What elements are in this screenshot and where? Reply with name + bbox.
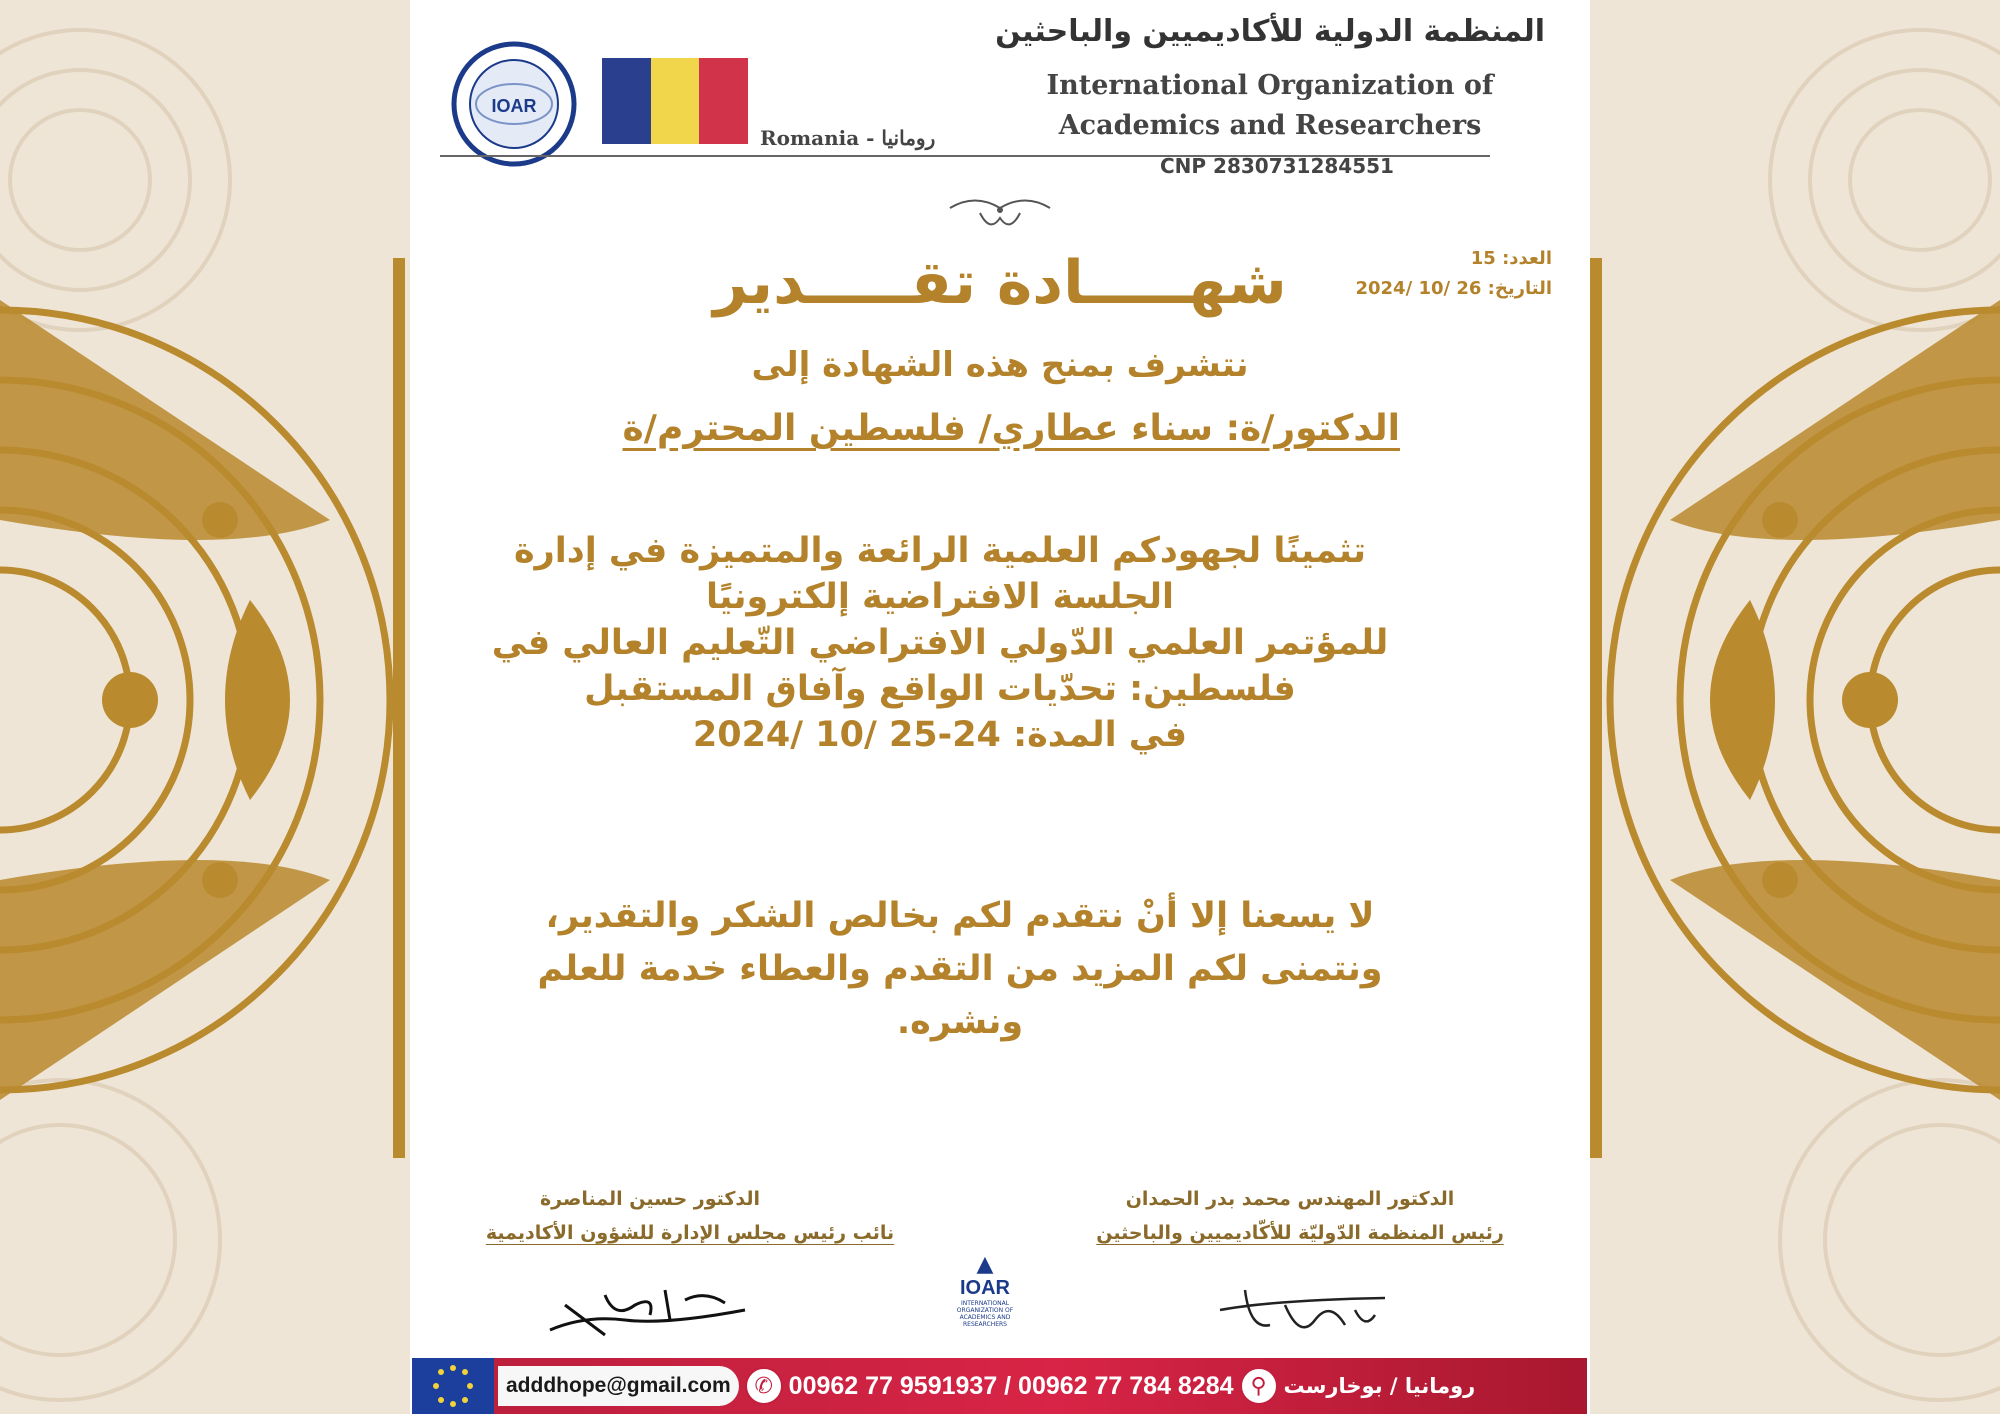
closing-line: لا يسعنا إلا أنْ نتقدم لكم بخالص الشكر والتقدير، <box>545 896 1375 936</box>
president-signature-icon <box>1215 1270 1395 1345</box>
flag-stripe-red <box>699 58 748 144</box>
contact-email[interactable]: adddhope@gmail.com <box>498 1366 739 1406</box>
left-gold-border <box>393 258 405 1158</box>
certificate-date: التاريخ: 26 /10 /2024 <box>1355 278 1552 299</box>
vice-president-role: نائب رئيس مجلس الإدارة للشؤون الأكاديمية <box>485 1222 895 1244</box>
closing-line: ونتمنى لكم المزيد من التقدم والعطاء خدمة للعلم <box>537 949 1383 989</box>
graduation-cap-icon: ▲ <box>976 1252 994 1277</box>
ioar-seal-logo <box>450 40 578 168</box>
phone-icon: ✆ <box>745 1367 783 1405</box>
right-mandala-decoration <box>1580 0 2000 1414</box>
location-pin-icon: ⚲ <box>1240 1367 1278 1405</box>
vice-president-signature-icon <box>545 1275 755 1345</box>
body-line: تثمينًا لجهودكم العلمية الرائعة والمتميزة في إدارة <box>513 531 1366 571</box>
body-line: فلسطين: تحدّيات الواقع وآفاق المستقبل <box>584 669 1296 709</box>
certificate-closing <box>480 890 1440 1049</box>
seal-logo-text: IOAR <box>491 96 537 116</box>
body-line: في المدة: 24-25 /10 /2024 <box>692 715 1188 755</box>
certificate-number: العدد: 15 <box>1470 248 1552 269</box>
ioar-footer-logo <box>945 1253 1025 1331</box>
left-mandala-decoration <box>0 0 420 1414</box>
center-logo-brand: IOAR <box>960 1277 1010 1299</box>
org-name-arabic: المنظمة الدولية للأكاديميين والباحثين <box>995 14 1545 49</box>
president-name: الدكتور المهندس محمد بدر الحمدان <box>1125 1188 1455 1210</box>
flag-stripe-yellow <box>651 58 700 144</box>
cnp-number: CNP 2830731284551 <box>1160 154 1394 178</box>
contact-location: رومانيا / بوخارست <box>1283 1374 1476 1398</box>
romania-flag <box>602 58 748 144</box>
president-role: رئيس المنظمة الدّوليّة للأكّاديميين والباحثين <box>1096 1222 1504 1244</box>
center-logo-subtitle: INTERNATIONAL ORGANIZATION OF ACADEMICS AND RESEARCHERS <box>956 1300 1014 1328</box>
org-name-english <box>1040 66 1500 146</box>
contact-footer <box>412 1358 1587 1414</box>
org-name-english-line1: International Organization of <box>1046 70 1494 101</box>
certificate-title: شهـــــادة تقـــــدير <box>713 248 1287 318</box>
mandala-left-icon <box>0 0 420 1414</box>
certificate-subtitle: نتشرف بمنح هذه الشهادة إلى <box>751 345 1249 385</box>
body-line: الجلسة الافتراضية إلكترونيًا <box>705 577 1175 617</box>
recipient-name: الدكتور/ة: سناء عطاري/ فلسطين المحترم/ة <box>622 408 1400 449</box>
vice-president-name: الدكتور حسين المناصرة <box>539 1188 761 1210</box>
contact-phones[interactable]: 00962 77 9591937 / 00962 77 784 8284 <box>788 1371 1234 1400</box>
body-line: للمؤتمر العلمي الدّولي الافتراضي التّعليم العالي في <box>491 623 1389 663</box>
flag-stripe-blue <box>602 58 651 144</box>
mandala-right-icon <box>1580 0 2000 1414</box>
eu-stars-icon <box>412 1358 494 1414</box>
closing-line: ونشره. <box>896 1002 1024 1042</box>
certificate-body <box>460 528 1420 758</box>
right-gold-border <box>1590 258 1602 1158</box>
flourish-ornament-icon <box>945 188 1055 238</box>
country-label: Romania - رومانيا <box>760 126 936 150</box>
org-name-english-line2: Academics and Researchers <box>1058 110 1482 141</box>
eu-flag-icon <box>412 1358 494 1414</box>
